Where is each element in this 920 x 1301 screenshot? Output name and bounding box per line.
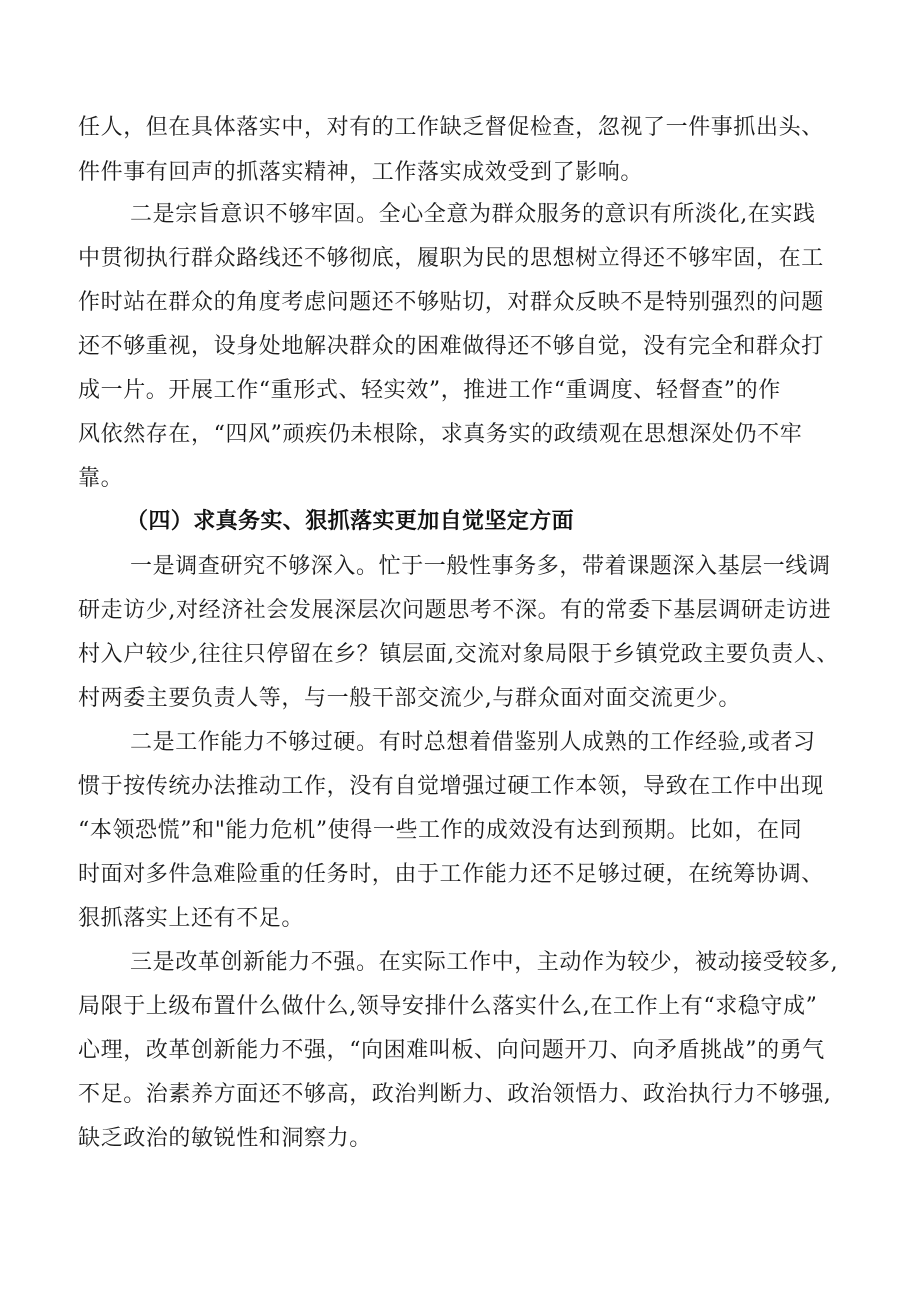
- body-line: 靠。: [78, 466, 124, 491]
- body-line: 狠抓落实上还有不足。: [78, 906, 305, 931]
- body-line: 作时站在群众的角度考虑问题还不够贴切，对群众反映不是特别强烈的问题: [78, 290, 824, 315]
- body-line: 时面对多件急难险重的任务时，由于工作能力还不足够过硬，在统筹协调、: [78, 862, 824, 887]
- body-line: 风依然存在，“四风”顽疾仍未根除，求真务实的政绩观在思想深处仍不牢: [78, 422, 803, 447]
- body-line: 中贯彻执行群众路线还不够彻底，履职为民的思想树立得还不够牢固，在工: [78, 246, 824, 271]
- body-line: 研走访少,对经济社会发展深层次问题思考不深。有的常委下基层调研走访进: [78, 598, 832, 623]
- paragraph-first-line: 三是改革创新能力不强。在实际工作中，主动作为较少，被动接受较多,: [130, 950, 839, 975]
- body-line: 成一片。开展工作“重形式、轻实效”，推进工作“重调度、轻督查”的作: [78, 378, 781, 403]
- body-line: 村两委主要负责人等，与一般干部交流少,与群众面对面交流更少。: [78, 686, 741, 711]
- paragraph-first-line: 一是调查研究不够深入。忙于一般性事务多，带着课题深入基层一线调: [130, 554, 831, 579]
- body-line: 不足。治素养方面还不够高，政治判断力、政治领悟力、政治执行力不够强,: [78, 1082, 832, 1107]
- body-line: 惯于按传统办法推动工作，没有自觉增强过硬工作本领，导致在工作中出现: [78, 774, 824, 799]
- body-line: 还不够重视，设身处地解决群众的困难做得还不够自觉，没有完全和群众打: [78, 334, 824, 359]
- section-heading: （四）求真务实、狠抓落实更加自觉坚定方面: [126, 509, 575, 534]
- paragraph-first-line: 二是工作能力不够过硬。有时总想着借鉴别人成熟的工作经验,或者习: [130, 730, 816, 755]
- body-line: 村入户较少,往往只停留在乡？镇层面,交流对象局限于乡镇党政主要负责人、: [78, 642, 839, 667]
- body-line: 任人，但在具体落实中，对有的工作缺乏督促检查，忽视了一件事抓出头、: [78, 115, 824, 140]
- body-line: 局限于上级布置什么做什么,领导安排什么落实什么,在工作上有“求稳守成”: [78, 994, 818, 1019]
- paragraph-first-line: 二是宗旨意识不够牢固。全心全意为群众服务的意识有所淡化,在实践: [130, 202, 816, 227]
- body-line: “本领恐慌”和"能力危机”使得一些工作的成效没有达到预期。比如，在同: [78, 818, 803, 843]
- body-line: 心理，改革创新能力不强，“向困难叫板、向问题开刀、向矛盾挑战”的勇气: [78, 1038, 825, 1063]
- body-line: 件件事有回声的抓落实精神，工作落实成效受到了影响。: [78, 160, 644, 185]
- body-line: 缺乏政治的敏锐性和洞察力。: [78, 1126, 372, 1151]
